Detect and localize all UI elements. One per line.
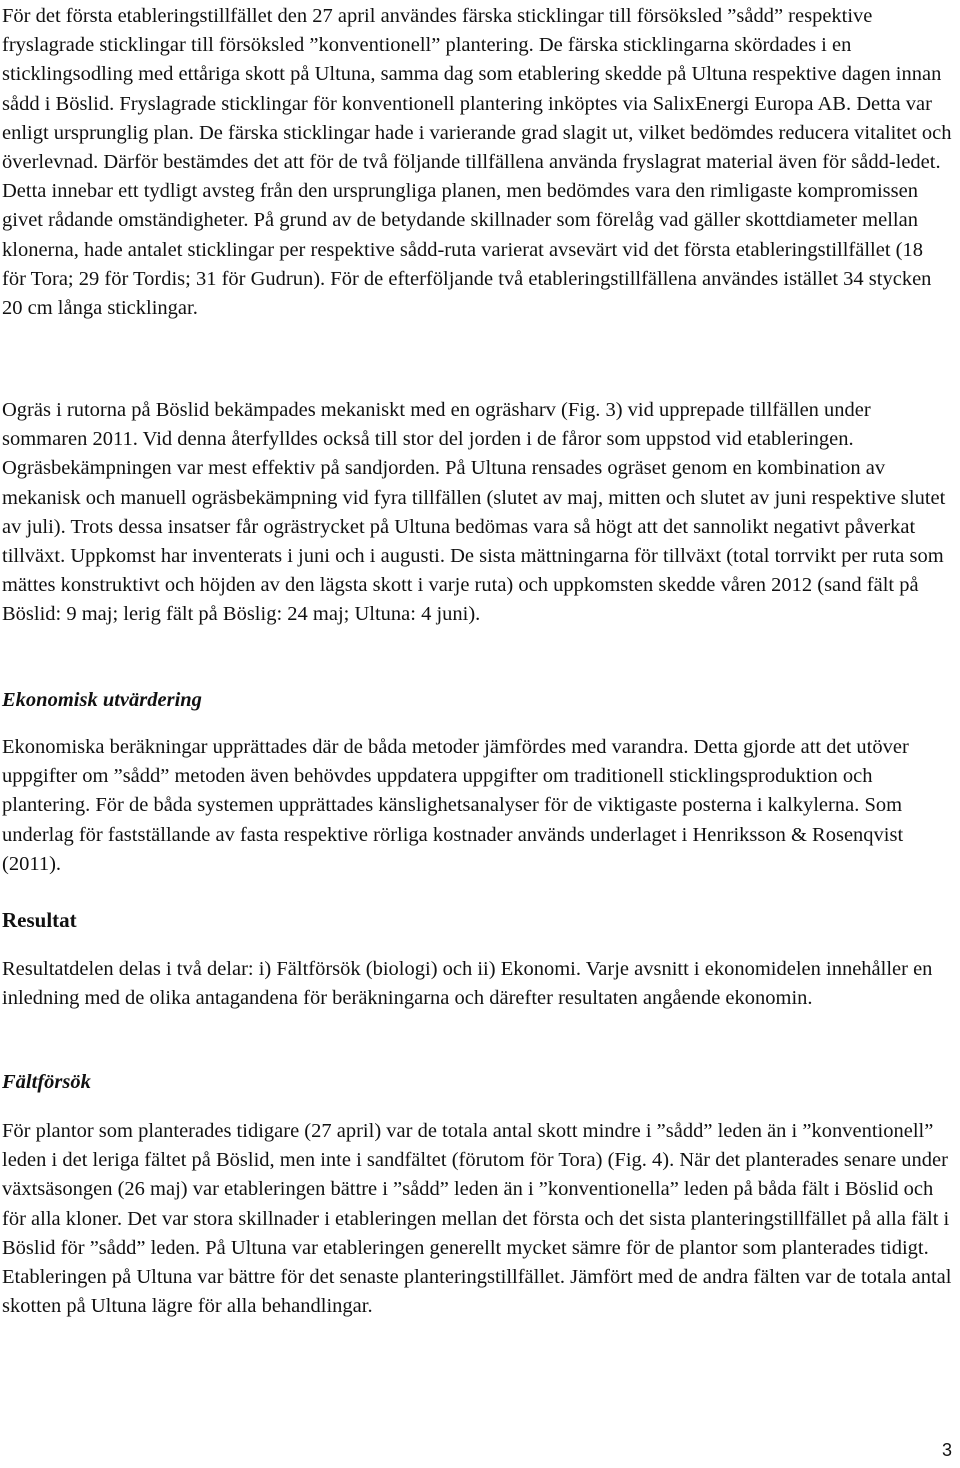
heading-ekonomisk-utvardering: Ekonomisk utvärdering bbox=[2, 689, 202, 711]
paragraph-etablering: För det första etableringstillfället den 27 april användes färska sticklingar till försöksled ”sådd” respektive fryslagrade sticklingar till försöksled ”konventionell” plantering. De färska sticklingarna skördades i en sticklingsodling med ettåriga skott på Ultuna, samma dag som etablering skedde på Ultuna respektive dagen innan sådd i Böslid. Fryslagrade sticklingar för konventionell plantering inköptes via SalixEnergi Europa AB. Detta var enligt ursprunglig plan. De färska sticklingar hade i varierande grad slagit ut, vilket bedömdes reducera vitalitet och överlevnad. Därför bestämdes det att för de två följande tillfällena använda fryslagrat material även för sådd-ledet. Detta innebar ett tydligt avsteg från den ursprungliga planen, men bedömdes vara den rimligaste kompromissen givet rådande omständigheter. På grund av de betydande skillnader som förelåg vad gäller skottdiameter mellan klonerna, hade antalet sticklingar per respektive sådd-ruta varierat avsevärt vid det första etableringstillfället (18 för Tora; 29 för Tordis; 31 för Gudrun). För de efterföljande två etableringstillfällena användes istället 34 stycken 20 cm långa sticklingar. bbox=[2, 5, 952, 320]
paragraph-faltforsok-resultat: För plantor som planterades tidigare (27 april) var de totala antal skott mindre i ”sådd” leden än i ”konventionell” leden i det leriga fältet på Böslid, men inte i sandfältet (förutom för Tora) (Fig. 4). När det planterades senare under växtsäsongen (26 maj) var etableringen bättre i ”sådd” leden än i ”konventionella” leden på båda fält i Böslid och för alla kloner. Det var stora skillnader i etableringen mellan det första och det sista planteringstillfället på alla fält i Böslid för ”sådd” leden. På Ultuna var etableringen generellt mycket sämre för de plantor som planterades tidigt. Etableringen på Ultuna var bättre för det senaste planteringstillfället. Jämfört med de andra fälten var de totala antal skotten på Ultuna lägre för alla behandlingar. bbox=[2, 1120, 952, 1318]
page-number: 3 bbox=[941, 1440, 952, 1460]
paragraph-ekonomiska-berakningar: Ekonomiska beräkningar upprättades där de båda metoder jämfördes med varandra. Detta gjorde att det utöver uppgifter om ”sådd” metoden även behövdes uppdatera uppgifter om traditionell sticklingsproduktion och plantering. För de båda systemen upprättades känslighetsanalyser för de viktigaste posterna i kalkylerna. Som underlag för fastställande av fasta respektive rörliga kostnader används underlaget i Henriksson & Rosenqvist (2011). bbox=[2, 736, 909, 875]
paragraph-ograsbekampning: Ogräs i rutorna på Böslid bekämpades mekaniskt med en ogräsharv (Fig. 3) vid upprepade tillfällen under sommaren 2011. Vid denna återfylldes också till stor del jorden i de fåror som uppstod vid etableringen. Ogräsbekämpningen var mest effektiv på sandjorden. På Ultuna rensades ogräset genom en kombination av mekanisk och manuell ogräsbekämpning vid fyra tillfällen (slutet av maj, mitten och slutet av juni respektive slutet av juli). Trots dessa insatser får ogrästrycket på Ultuna bedömas vara så högt att det sannolikt negativt påverkat tillväxt. Uppkomst har inventerats i juni och i augusti. De sista mättningarna för tillväxt (total torrvikt per ruta som mättes konstruktivt och höjden av den lägsta skott i varje ruta) och uppkomsten skedde våren 2012 (sand fält på Böslid: 9 maj; lerig fält på Böslig: 24 maj; Ultuna: 4 juni). bbox=[2, 399, 946, 626]
paragraph-resultatdelen: Resultatdelen delas i två delar: i) Fältförsök (biologi) och ii) Ekonomi. Varje avsnitt i ekonomidelen innehåller en inledning med de olika antagandena för beräkningarna och därefter resultaten angående ekonomin. bbox=[2, 958, 933, 1010]
heading-faltforsok: Fältförsök bbox=[2, 1071, 91, 1093]
heading-resultat: Resultat bbox=[2, 908, 77, 932]
